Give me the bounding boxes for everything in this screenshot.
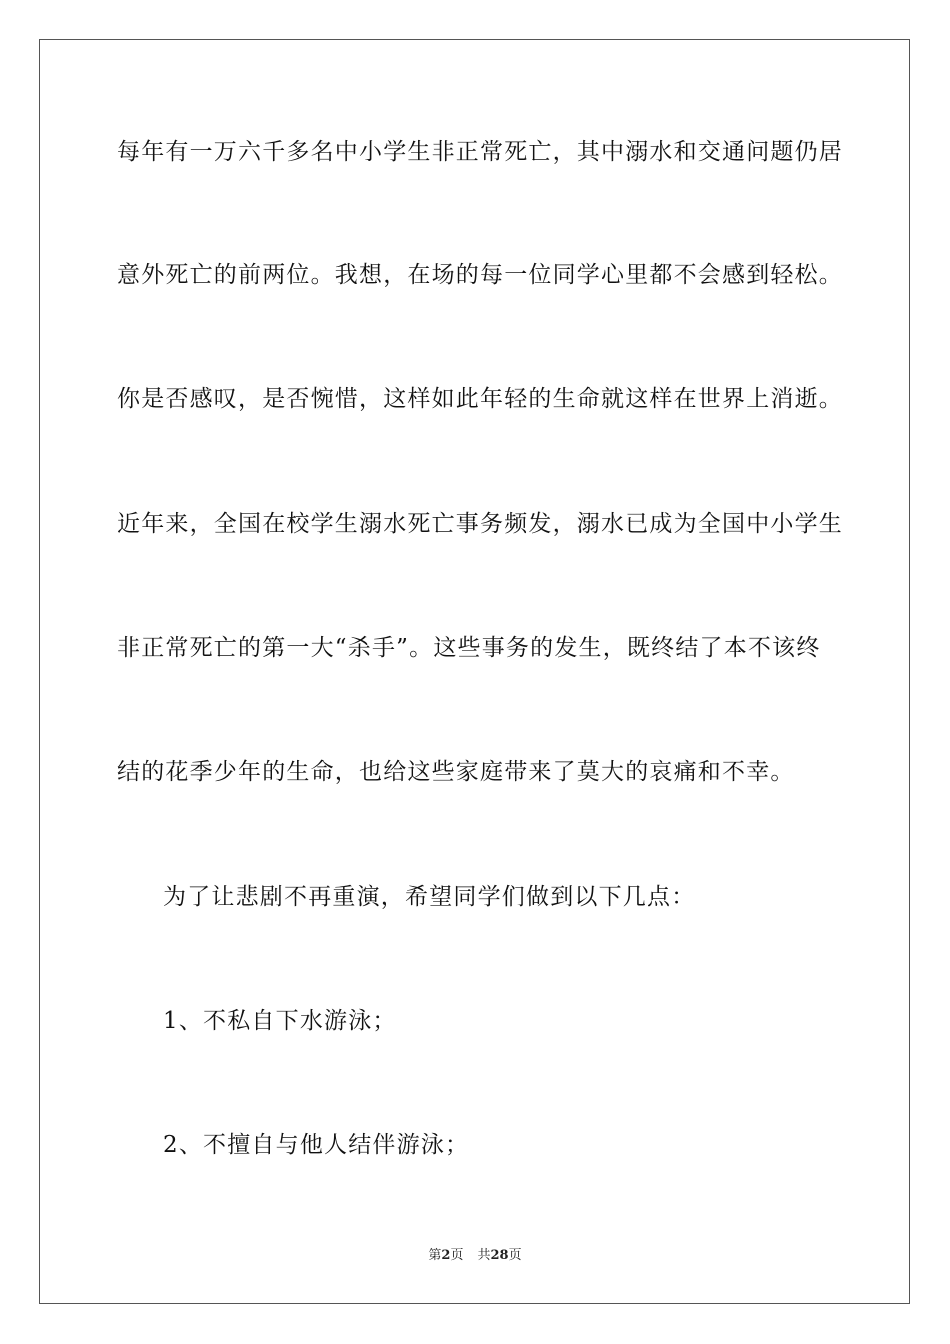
- paragraph-line: 意外死亡的前两位。我想，在场的每一位同学心里都不会感到轻松。: [117, 262, 843, 288]
- list-item: 1、不私自下水游泳；: [163, 1008, 397, 1034]
- page-border: [39, 39, 910, 1304]
- footer-total-suffix: 页: [508, 1248, 522, 1263]
- paragraph-line: 结的花季少年的生命，也给这些家庭带来了莫大的哀痛和不幸。: [117, 759, 795, 785]
- footer-page-number: 2: [441, 1248, 451, 1263]
- footer-total-pages: 28: [490, 1248, 509, 1263]
- paragraph-line: 每年有一万六千多名中小学生非正常死亡，其中溺水和交通问题仍居: [117, 139, 843, 165]
- list-item: 2、不擅自与他人结伴游泳；: [163, 1132, 470, 1158]
- footer-page-suffix: 页: [450, 1248, 464, 1263]
- footer-total-prefix: 共: [477, 1248, 491, 1263]
- paragraph-line: 你是否感叹，是否惋惜，这样如此年轻的生命就这样在世界上消逝。: [117, 386, 843, 412]
- page-footer: [0, 1247, 950, 1265]
- footer-page-prefix: 第: [428, 1248, 442, 1263]
- paragraph-line: 非正常死亡的第一大“杀手”。这些事务的发生，既终结了本不该终: [117, 635, 821, 661]
- paragraph-line: 近年来，全国在校学生溺水死亡事务频发，溺水已成为全国中小学生: [117, 511, 843, 537]
- intro-line: 为了让悲剧不再重演，希望同学们做到以下几点：: [163, 884, 696, 910]
